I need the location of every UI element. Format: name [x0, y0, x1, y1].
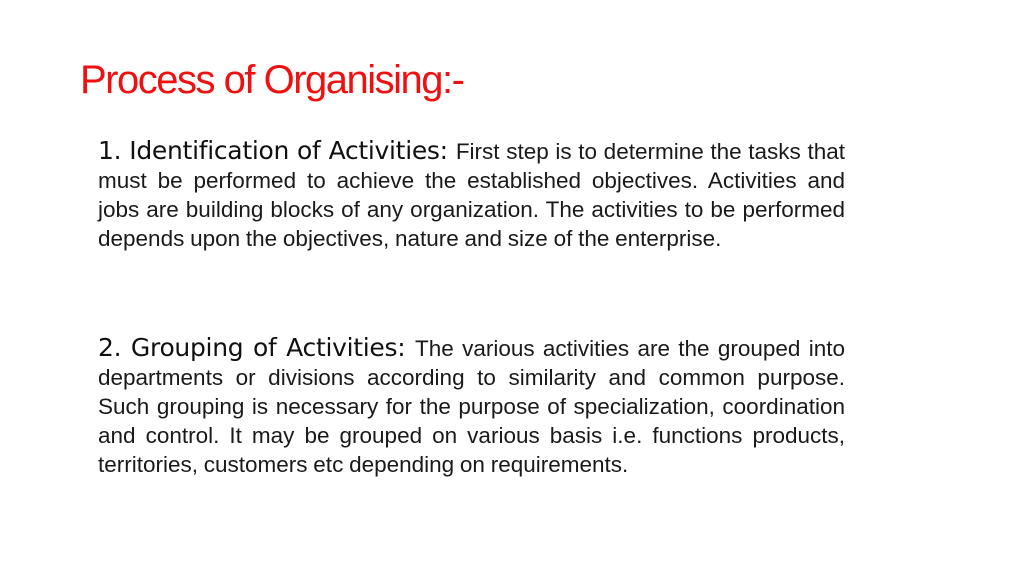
- slide-title: Process of Organising:-: [80, 58, 464, 102]
- point-heading: 1. Identification of Activities:: [98, 136, 456, 165]
- point-text: First step is to determine the tasks that must be performed to achieve the established objectives. Activities and jobs are building blocks of any organization. The activities to be performed depends upon the objectives, nature and size of the enterprise.: [98, 139, 845, 251]
- point-heading: 2. Grouping of Activities:: [98, 333, 416, 362]
- point-identification-of-activities: [98, 136, 845, 253]
- point-text: The various activities are the grouped into departments or divisions according to similarity and common purpose. Such grouping is necessary for the purpose of specialization, coordination and control. It may be grouped on various basis i.e. functions products, territories, customers etc depending on requirements.: [98, 336, 845, 477]
- point-grouping-of-activities: [98, 333, 845, 479]
